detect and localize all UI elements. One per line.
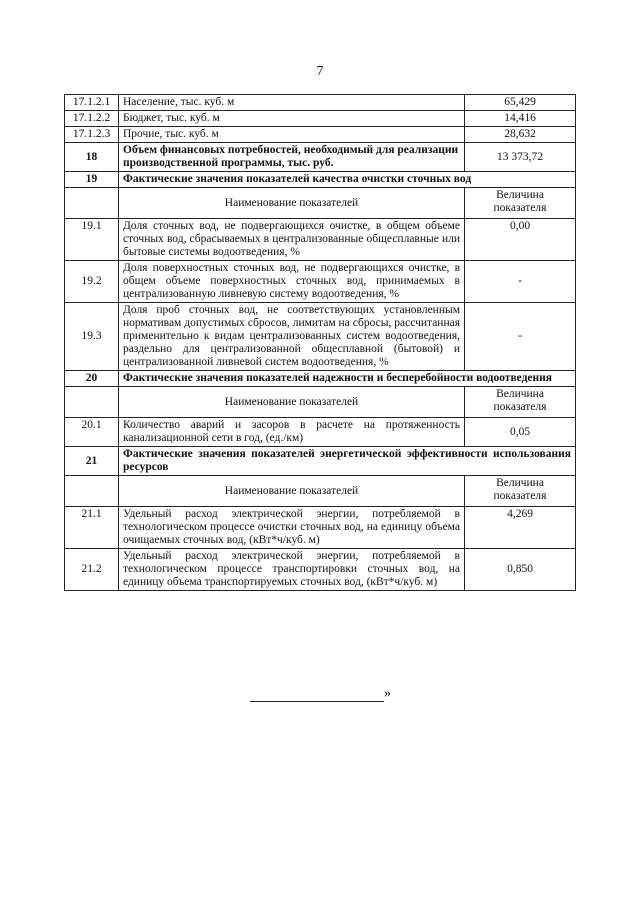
column-header-name: Наименование показателей — [119, 476, 465, 507]
table-row — [65, 219, 576, 261]
table-row — [65, 95, 576, 111]
row-value: - — [465, 261, 576, 303]
table-row — [65, 111, 576, 127]
row-name: Доля проб сточных вод, не соответствующих установленным нормативам допустимых сбросов, лимитам на сбросы, рассчитанная применительно к видам централизованных систем водоотведения, раздельно для централизованной общесплавной (бытовой) и централизованной ливневой систем водоотведения, % — [119, 303, 465, 371]
row-value: 0,850 — [465, 549, 576, 591]
table-row — [65, 418, 576, 447]
column-header-row — [65, 387, 576, 418]
row-number: 19.3 — [65, 303, 119, 371]
column-header-name: Наименование показателей — [119, 387, 465, 418]
empty-cell — [65, 476, 119, 507]
indicators-table — [64, 94, 576, 591]
row-number: 18 — [65, 143, 119, 172]
row-value: 4,269 — [465, 507, 576, 549]
row-number: 17.1.2.3 — [65, 127, 119, 143]
row-number: 19.1 — [65, 219, 119, 261]
section-number: 20 — [65, 371, 119, 387]
section-title: Фактические значения показателей энергетической эффективности использования ресурсов — [119, 447, 576, 476]
column-header-name: Наименование показателей — [119, 188, 465, 219]
row-value: 0,05 — [465, 418, 576, 447]
table-row — [65, 143, 576, 172]
section-title: Фактические значения показателей надежности и бесперебойности водоотведения — [119, 371, 576, 387]
empty-cell — [65, 387, 119, 418]
column-header-value: Величина показателя — [465, 387, 576, 418]
column-header-row — [65, 476, 576, 507]
section-header-row — [65, 371, 576, 387]
row-number: 19.2 — [65, 261, 119, 303]
page-number: 7 — [316, 64, 324, 79]
row-value: 13 373,72 — [465, 143, 576, 172]
column-header-value: Величина показателя — [465, 476, 576, 507]
row-name: Доля поверхностных сточных вод, не подвергающихся очистке, в общем объеме поверхностных сточных вод, принимаемых в централизованную ливневую систему водоотведения, % — [119, 261, 465, 303]
column-header-row — [65, 188, 576, 219]
table-row — [65, 303, 576, 371]
table-row — [65, 507, 576, 549]
row-name: Удельный расход электрической энергии, потребляемой в технологическом процессе очистки сточных вод, на единицу объема очищаемых сточных вод, (кВт*ч/куб. м) — [119, 507, 465, 549]
row-name: Доля сточных вод, не подвергающихся очистке, в общем объеме сточных вод, сбрасываемых в централизованные общесплавные или бытовые системы водоотведения, % — [119, 219, 465, 261]
table-row — [65, 549, 576, 591]
row-value: 28,632 — [465, 127, 576, 143]
table-row — [65, 261, 576, 303]
row-value: 65,429 — [465, 95, 576, 111]
table-row — [65, 127, 576, 143]
row-number: 20.1 — [65, 418, 119, 447]
closing-quote: » — [384, 686, 391, 701]
closing-line — [250, 686, 410, 702]
row-number: 17.1.2.1 — [65, 95, 119, 111]
row-value: 0,00 — [465, 219, 576, 261]
row-name: Бюджет, тыс. куб. м — [119, 111, 465, 127]
row-number: 21.2 — [65, 549, 119, 591]
row-name: Прочие, тыс. куб. м — [119, 127, 465, 143]
row-number: 17.1.2.2 — [65, 111, 119, 127]
row-number: 21.1 — [65, 507, 119, 549]
signature-line — [250, 689, 384, 702]
row-name: Удельный расход электрической энергии, потребляемой в технологическом процессе транспортировки сточных вод, на единицу объема транспортируемых сточных вод, (кВт*ч/куб. м) — [119, 549, 465, 591]
row-name: Количество аварий и засоров в расчете на протяженность канализационной сети в год, (ед./км) — [119, 418, 465, 447]
section-title: Фактические значения показателей качества очистки сточных вод — [119, 172, 576, 188]
column-header-value: Величина показателя — [465, 188, 576, 219]
row-value: 14,416 — [465, 111, 576, 127]
row-name: Объем финансовых потребностей, необходимый для реализации производственной программы, тыс. руб. — [119, 143, 465, 172]
section-number: 19 — [65, 172, 119, 188]
section-header-row — [65, 447, 576, 476]
section-number: 21 — [65, 447, 119, 476]
section-header-row — [65, 172, 576, 188]
row-name: Население, тыс. куб. м — [119, 95, 465, 111]
empty-cell — [65, 188, 119, 219]
row-value: - — [465, 303, 576, 371]
